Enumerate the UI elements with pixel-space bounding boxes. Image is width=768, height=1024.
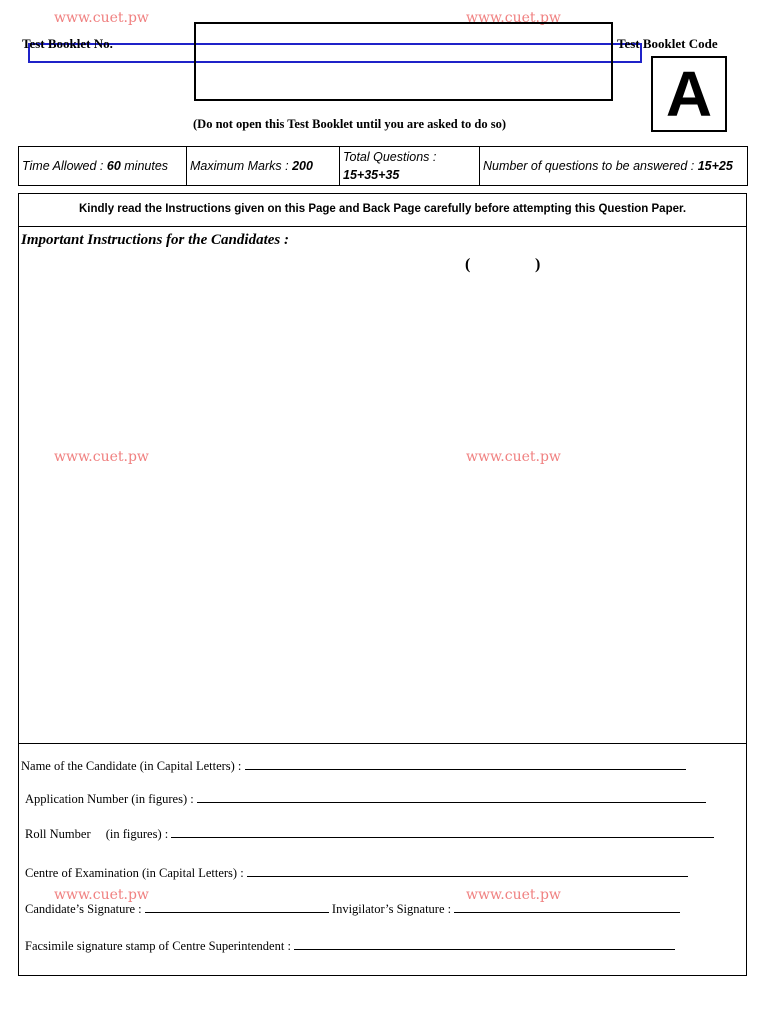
divider — [19, 226, 746, 227]
invigilator-signature-field[interactable] — [454, 901, 680, 913]
watermark: www.cuet.pw — [54, 887, 149, 903]
application-number-label: Application Number (in figures) : — [25, 792, 194, 806]
roll-number-suffix: (in figures) : — [105, 827, 169, 841]
divider — [19, 743, 746, 744]
application-number-row — [25, 791, 706, 807]
booklet-code: A — [665, 58, 713, 130]
roll-number-field[interactable] — [171, 826, 714, 838]
exam-info-table — [18, 146, 748, 186]
centre-field[interactable] — [247, 865, 688, 877]
questions-to-answer-value: 15+25 — [697, 159, 733, 173]
invigilator-signature-label: Invigilator’s Signature : — [331, 902, 452, 916]
application-number-field[interactable] — [197, 791, 706, 803]
candidate-signature-field[interactable] — [145, 901, 329, 913]
time-allowed-value: 60 — [106, 159, 121, 173]
total-questions-value: 15+35+35 — [343, 168, 400, 182]
booklet-code-box — [651, 56, 727, 132]
stamp-label: Facsimile signature stamp of Centre Superintendent : — [25, 939, 291, 953]
watermark: www.cuet.pw — [466, 887, 561, 903]
paren-open: ( — [465, 256, 471, 273]
stamp-field[interactable] — [294, 938, 675, 950]
watermark: www.cuet.pw — [466, 10, 561, 26]
candidate-name-row — [21, 758, 686, 774]
watermark: www.cuet.pw — [54, 10, 149, 26]
stamp-row — [25, 938, 675, 954]
do-not-open-notice: (Do not open this Test Booklet until you are asked to do so) — [193, 117, 507, 131]
kindly-read-notice: Kindly read the Instructions given on this Page and Back Page carefully before attempting this Question Paper. — [78, 203, 687, 215]
booklet-number-box[interactable] — [194, 22, 613, 101]
candidate-name-label: Name of the Candidate (in Capital Letters) : — [21, 759, 242, 773]
instructions-title: Important Instructions for the Candidates : — [21, 232, 289, 248]
centre-row — [25, 865, 688, 881]
total-questions-cell: Total Questions : 15+35+35 — [340, 147, 480, 186]
max-marks-cell: Maximum Marks : 200 — [187, 147, 340, 186]
max-marks-value: 200 — [292, 159, 313, 173]
candidate-name-field[interactable] — [245, 758, 686, 770]
booklet-code-label: Test Booklet Code — [617, 36, 718, 51]
roll-number-row — [25, 826, 714, 842]
instructions-box — [18, 193, 747, 976]
roll-number-label: Roll Number — [25, 827, 91, 841]
questions-to-answer-cell: Number of questions to be answered : 15+25 — [480, 147, 748, 186]
signature-row — [25, 901, 680, 917]
watermark: www.cuet.pw — [466, 449, 561, 465]
centre-label: Centre of Examination (in Capital Letters) : — [25, 866, 244, 880]
booklet-number-label: Test Booklet No. — [22, 36, 113, 51]
candidate-signature-label: Candidate’s Signature : — [25, 902, 142, 916]
paren-close: ) — [535, 256, 541, 273]
time-allowed-cell: Time Allowed : 60 minutes — [19, 147, 187, 186]
watermark: www.cuet.pw — [54, 449, 149, 465]
